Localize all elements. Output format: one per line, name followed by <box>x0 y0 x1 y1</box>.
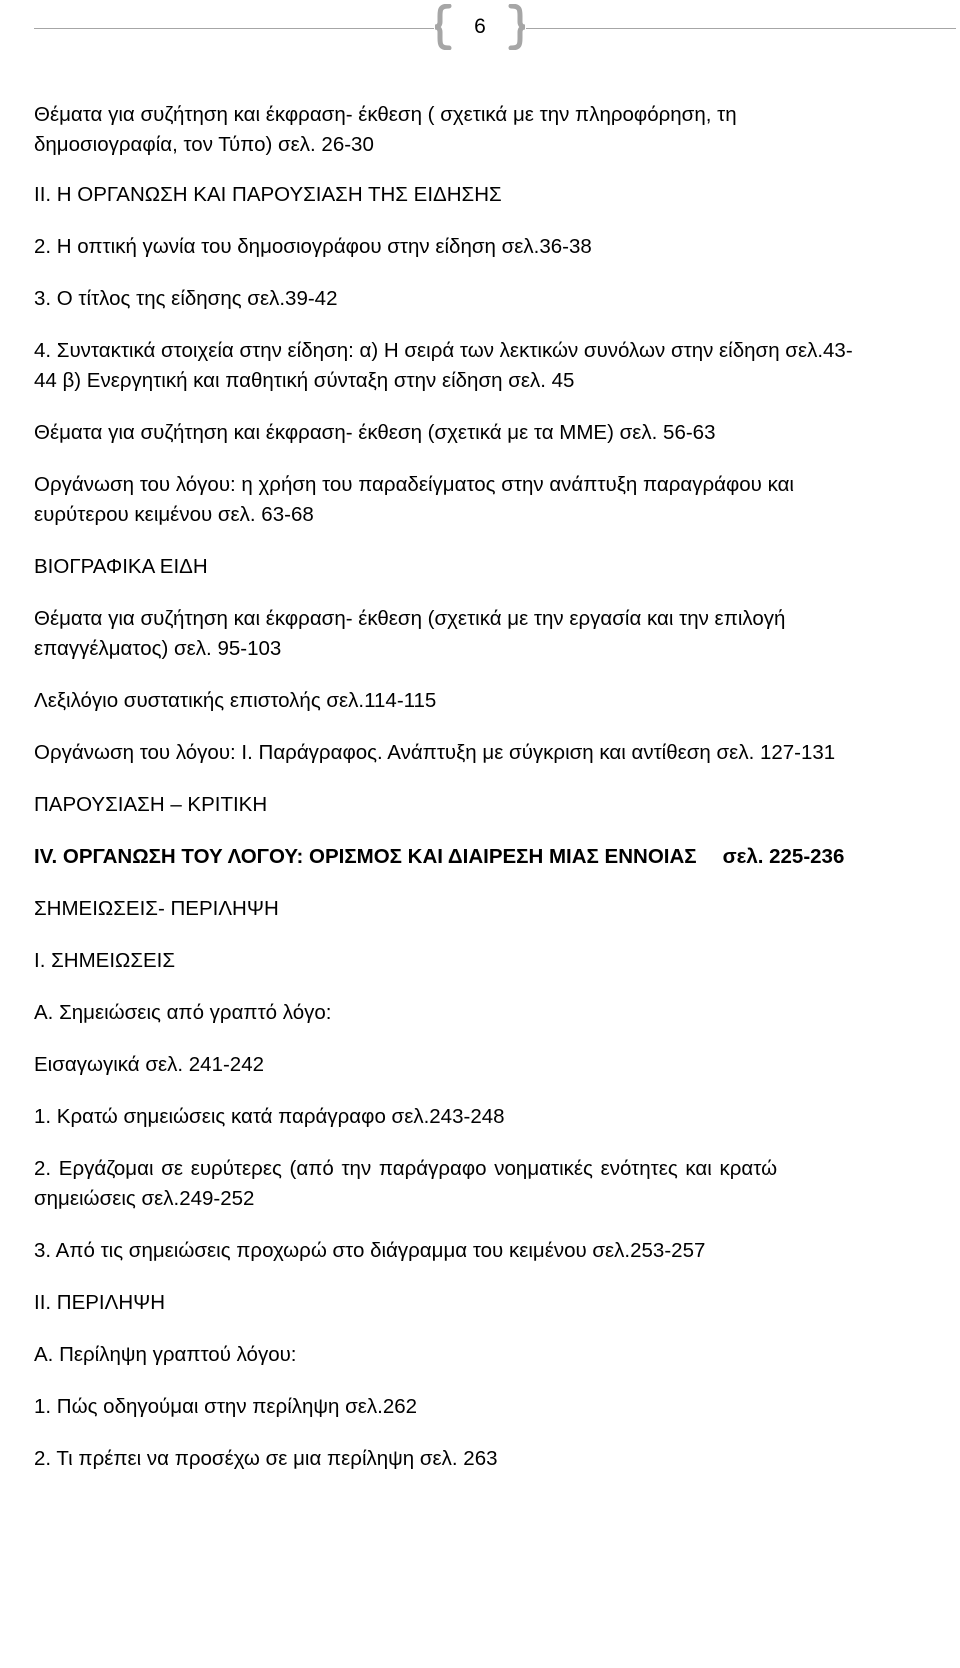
entry-line: ευρύτερου κειμένου σελ. 63-68 <box>34 503 314 526</box>
page-number-brackets <box>435 4 525 50</box>
entry-comparison-contrast: Οργάνωση του λόγου: Ι. Παράγραφος. Ανάπτυξη με σύγκριση και αντίθεση σελ. 127-131 <box>34 741 836 764</box>
section-heading-notes: Ι. ΣΗΜΕΙΩΣΕΙΣ <box>34 949 176 972</box>
entry-notes-to-diagram: 3. Από τις σημειώσεις προχωρώ στο διάγραμμα του κειμένου σελ.253-257 <box>34 1239 706 1262</box>
entry-discussion-topics-press <box>34 100 950 160</box>
subheading-written-summary: Α. Περίληψη γραπτού λόγου: <box>34 1343 297 1366</box>
entry-example-usage <box>34 470 950 530</box>
section-heading-news-organization: ΙΙ. Η ΟΡΓΑΝΩΣΗ ΚΑΙ ΠΑΡΟΥΣΙΑΣΗ ΤΗΣ ΕΙΔΗΣΗΣ <box>34 183 502 206</box>
entry-summary-attention: 2. Τι πρέπει να προσέχω σε μια περίληψη σελ. 263 <box>34 1447 498 1470</box>
entry-syntactic-elements <box>34 336 950 396</box>
page-number: 6 <box>474 15 486 38</box>
entry-line: Θέματα για συζήτηση και έκφραση- έκθεση ( σχετικά με την πληροφόρηση, τη <box>34 103 737 126</box>
entry-introductory: Εισαγωγικά σελ. 241-242 <box>34 1053 265 1076</box>
page-header <box>0 0 960 58</box>
entry-line: σημειώσεις σελ.249-252 <box>34 1187 255 1210</box>
header-rule-left <box>34 28 434 29</box>
section-heading-summary: ΙΙ. ΠΕΡΙΛΗΨΗ <box>34 1291 166 1314</box>
entry-paragraph-notes: 1. Κρατώ σημειώσεις κατά παράγραφο σελ.243-248 <box>34 1105 505 1128</box>
entry-discussion-topics-media: Θέματα για συζήτηση και έκφραση- έκθεση (σχετικά με τα ΜΜΕ) σελ. 56-63 <box>34 421 716 444</box>
entry-line: 4. Συντακτικά στοιχεία στην είδηση: α) Η σειρά των λεκτικών συνόλων στην είδηση σελ.43- <box>34 339 853 362</box>
section-heading-notes-summary: ΣΗΜΕΙΩΣΕΙΣ- ΠΕΡΙΛΗΨΗ <box>34 897 279 920</box>
entry-news-title: 3. Ο τίτλος της είδησης σελ.39-42 <box>34 287 338 310</box>
entry-broader-units <box>34 1154 950 1214</box>
entry-line: 2. Εργάζομαι σε ευρύτερες (από την παράγραφο νοηματικές ενότητες και κρατώ <box>34 1157 778 1180</box>
entry-discussion-topics-work <box>34 604 950 664</box>
entry-line: Θέματα για συζήτηση και έκφραση- έκθεση (σχετικά με την εργασία και την επιλογή <box>34 607 786 630</box>
section-pages: σελ. 225-236 <box>722 845 845 868</box>
entry-line: δημοσιογραφία, τον Τύπο) σελ. 26-30 <box>34 133 374 156</box>
entry-line: Οργάνωση του λόγου: η χρήση του παραδείγματος στην ανάπτυξη παραγράφου και <box>34 473 794 496</box>
document-body <box>34 100 950 1496</box>
entry-journalist-perspective: 2. Η οπτική γωνία του δημοσιογράφου στην είδηση σελ.36-38 <box>34 235 592 258</box>
entry-line: επαγγέλματος) σελ. 95-103 <box>34 637 282 660</box>
subheading-written-notes: Α. Σημειώσεις από γραπτό λόγο: <box>34 1001 332 1024</box>
entry-summary-approach: 1. Πώς οδηγούμαι στην περίληψη σελ.262 <box>34 1395 418 1418</box>
entry-recommendation-letter-vocabulary: Λεξιλόγιο συστατικής επιστολής σελ.114-115 <box>34 689 437 712</box>
section-title: IV. ΟΡΓΑΝΩΣΗ ΤΟΥ ΛΟΓΟΥ: ΟΡΙΣΜΟΣ ΚΑΙ ΔΙΑΙΡΕΣΗ ΜΙΑΣ ΕΝΝΟΙΑΣ <box>34 845 697 868</box>
header-rule-right <box>526 28 956 29</box>
entry-line: 44 β) Ενεργητική και παθητική σύνταξη στην είδηση σελ. 45 <box>34 369 575 392</box>
section-heading-definition-division <box>34 842 950 872</box>
section-heading-biographical: ΒΙΟΓΡΑΦΙΚΑ ΕΙΔΗ <box>34 555 208 578</box>
section-heading-presentation-review: ΠΑΡΟΥΣΙΑΣΗ – ΚΡΙΤΙΚΗ <box>34 793 268 816</box>
